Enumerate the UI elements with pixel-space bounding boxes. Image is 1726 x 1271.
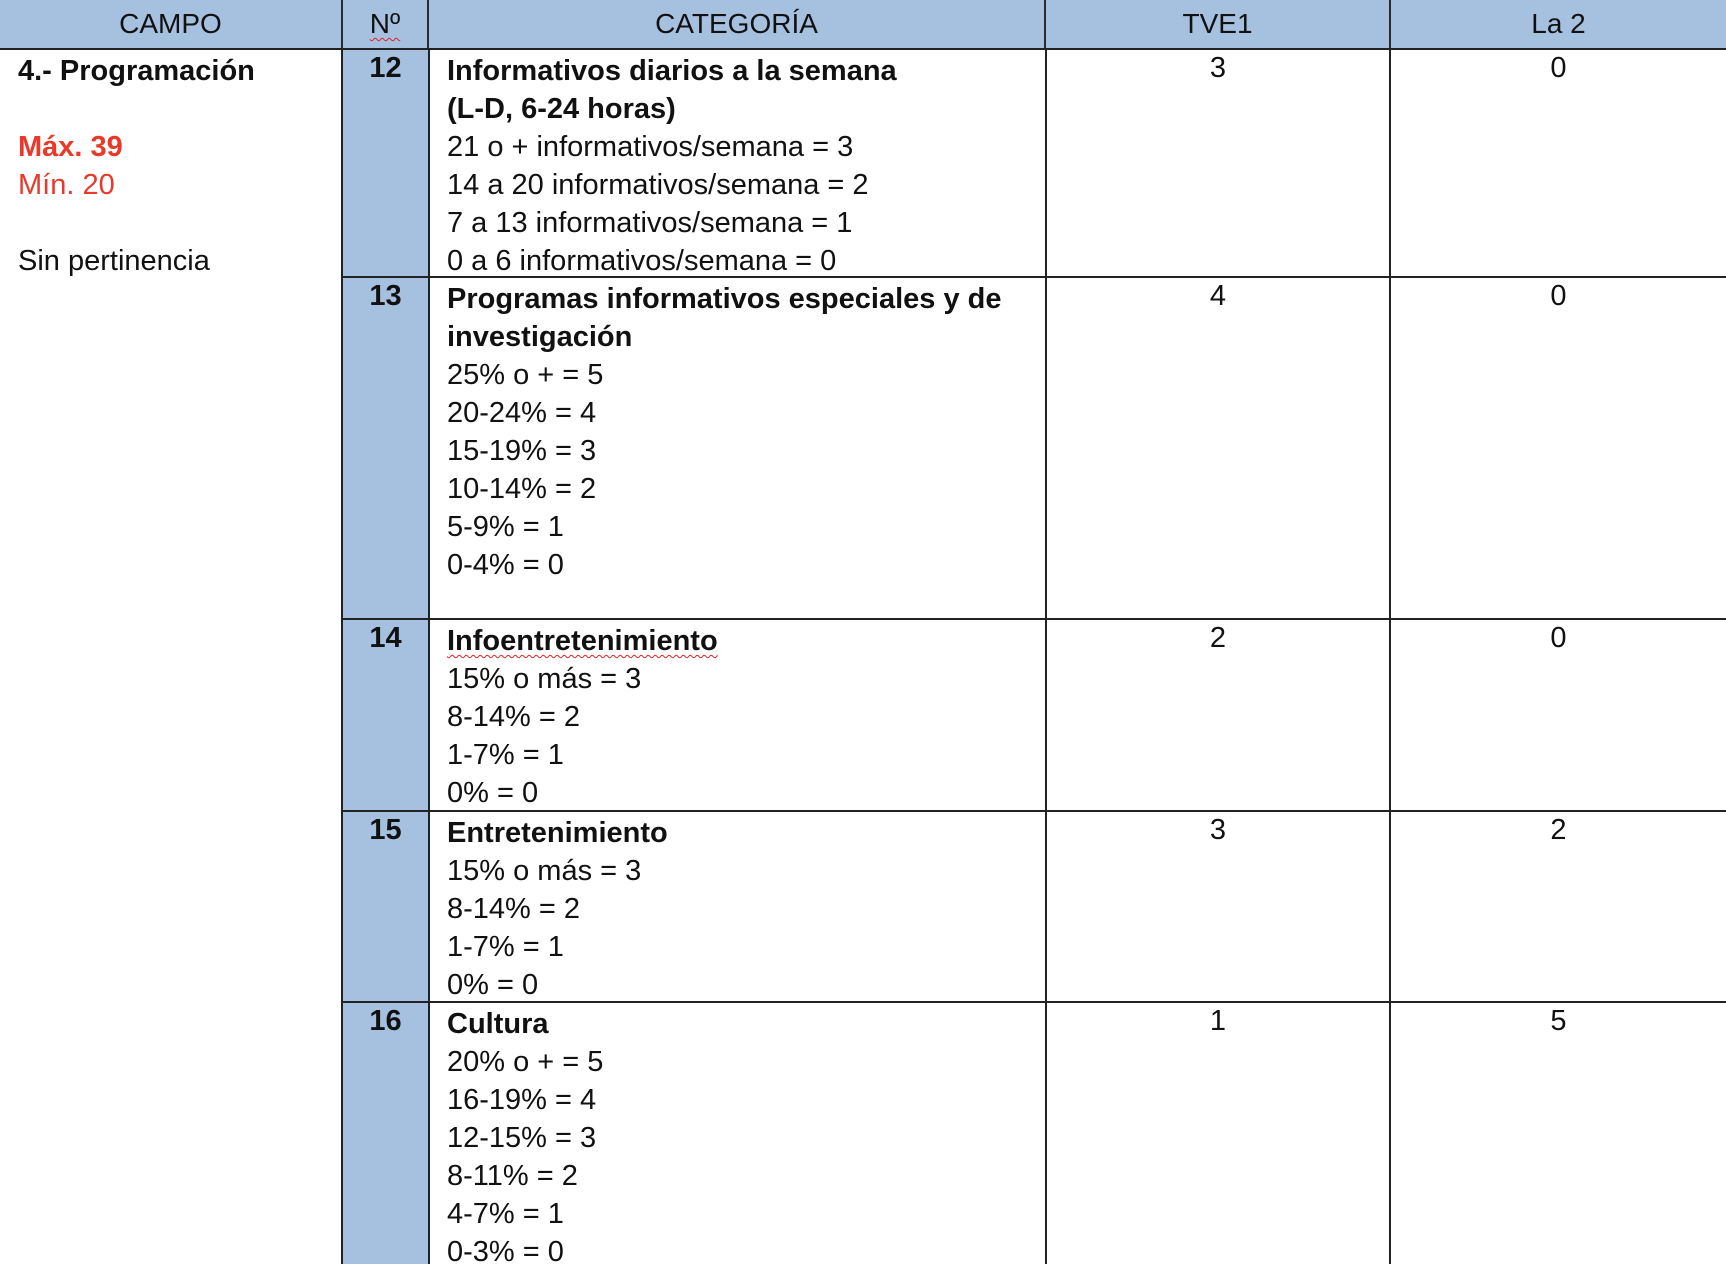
header-la2-label: La 2 <box>1531 8 1586 39</box>
header-campo-label: CAMPO <box>119 8 222 39</box>
category-line: 20-24% = 4 <box>447 397 597 429</box>
category-line: 0-3% = 0 <box>447 1236 564 1268</box>
category-line: 15% o más = 3 <box>447 855 642 887</box>
category-line: 10-14% = 2 <box>447 473 597 505</box>
category-cell <box>447 52 1037 280</box>
category-title: Cultura <box>447 1008 549 1040</box>
category-line: 4-7% = 1 <box>447 1198 564 1230</box>
category-line: 8-11% = 2 <box>447 1160 578 1192</box>
tve1-value: 3 <box>1209 52 1227 84</box>
category-line: 25% o + = 5 <box>447 359 604 391</box>
category-line: 15-19% = 3 <box>447 435 597 467</box>
row-number: 14 <box>369 622 402 654</box>
header-num <box>343 0 429 48</box>
column-divider <box>341 48 343 1264</box>
header-divider <box>0 48 1726 50</box>
tve1-value: 3 <box>1209 814 1227 846</box>
column-divider <box>428 48 430 1264</box>
column-divider <box>1045 48 1047 1264</box>
tve1-value: 1 <box>1209 1005 1227 1037</box>
category-line: 12-15% = 3 <box>447 1122 597 1154</box>
category-title: Infoentretenimiento <box>447 625 718 657</box>
la2-value: 0 <box>1550 622 1567 654</box>
category-line: 21 o + informativos/semana = 3 <box>447 131 854 163</box>
header-tve1-label: TVE1 <box>1182 8 1253 39</box>
category-line: 20% o + = 5 <box>447 1046 604 1078</box>
la2-value: 0 <box>1550 52 1567 84</box>
la2-value: 5 <box>1550 1005 1567 1037</box>
category-line: 0% = 0 <box>447 777 539 809</box>
la2-value: 2 <box>1550 814 1567 846</box>
campo-cell <box>18 52 338 280</box>
category-line: 8-14% = 2 <box>447 701 581 733</box>
campo-title: 4.- Programación <box>18 55 255 87</box>
category-line: 0 a 6 informativos/semana = 0 <box>447 245 837 277</box>
campo-min: Mín. 20 <box>18 169 115 201</box>
category-line: 1-7% = 1 <box>447 931 564 963</box>
category-line: 0-4% = 0 <box>447 549 564 581</box>
number-column-fill <box>343 50 428 1264</box>
category-cell <box>447 622 1037 812</box>
category-cell <box>447 280 1037 584</box>
category-line: 5-9% = 1 <box>447 511 564 543</box>
header-categoria-label: CATEGORÍA <box>655 8 818 39</box>
category-title-cont: investigación <box>447 321 633 353</box>
campo-note: Sin pertinencia <box>18 245 210 277</box>
category-line: 15% o más = 3 <box>447 663 642 695</box>
la2-value: 0 <box>1550 280 1567 312</box>
category-title: Programas informativos especiales y de <box>447 283 1002 315</box>
category-line: 16-19% = 4 <box>447 1084 597 1116</box>
header-la2 <box>1391 0 1726 48</box>
header-campo <box>0 0 343 48</box>
category-cell <box>447 1005 1037 1271</box>
category-line: 14 a 20 informativos/semana = 2 <box>447 169 869 201</box>
category-line: 8-14% = 2 <box>447 893 581 925</box>
row-number: 13 <box>369 280 402 312</box>
row-number: 16 <box>369 1005 402 1037</box>
category-line: 1-7% = 1 <box>447 739 564 771</box>
header-tve1 <box>1046 0 1391 48</box>
header-categoria <box>429 0 1046 48</box>
category-line: 0% = 0 <box>447 969 539 1001</box>
tve1-value: 4 <box>1209 280 1227 312</box>
category-title-cont: (L-D, 6-24 horas) <box>447 93 676 125</box>
row-number: 12 <box>369 52 402 84</box>
tve1-value: 2 <box>1209 622 1227 654</box>
category-cell <box>447 814 1037 1004</box>
category-line: 7 a 13 informativos/semana = 1 <box>447 207 853 239</box>
header-num-label: Nº <box>369 8 401 39</box>
category-title: Informativos diarios a la semana <box>447 55 897 87</box>
category-title: Entretenimiento <box>447 817 668 849</box>
campo-max: Máx. 39 <box>18 131 123 163</box>
row-divider <box>343 618 1726 620</box>
row-number: 15 <box>369 814 402 846</box>
column-divider <box>1389 48 1391 1264</box>
